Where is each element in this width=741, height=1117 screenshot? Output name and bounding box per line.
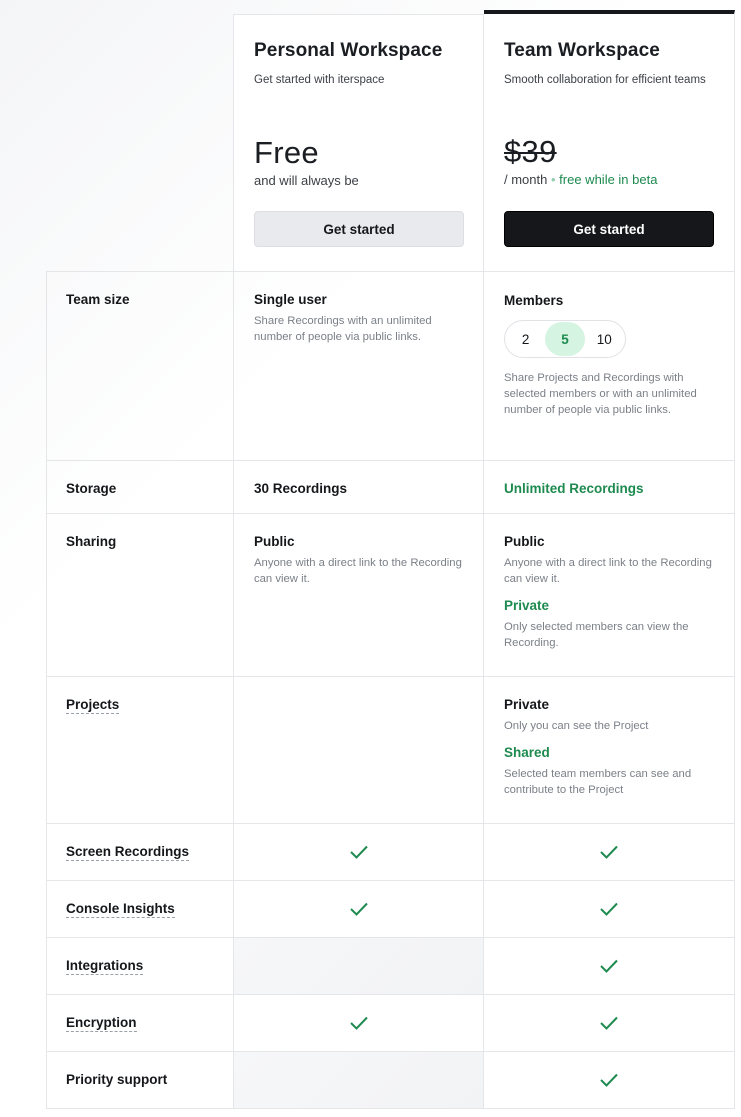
table-row-console-insights [46,881,735,938]
members-selector [504,320,626,358]
price-separator: • [550,172,556,187]
plan-card-team [484,10,735,272]
cell-title: Public [254,534,295,549]
cell-title: Private [504,598,550,613]
feature-label[interactable]: Console Insights [66,901,175,916]
empty-cell [234,938,484,994]
cell-description: Only selected members can view the Recording. [504,621,689,649]
cell-title: Public [504,534,545,549]
feature-label: Sharing [66,534,117,549]
table-row-encryption [46,995,735,1052]
feature-label: Priority support [66,1072,168,1087]
plan-card-personal [233,14,484,272]
beta-note: free while in beta [559,172,658,187]
feature-label: Team size [66,292,130,307]
members-option-10[interactable]: 10 [596,331,612,347]
check-icon [599,1072,619,1088]
get-started-personal-button[interactable]: Get started [254,211,464,247]
feature-comparison-table [46,271,735,1087]
cell-title: Members [504,293,564,308]
cell-description: Share Recordings with an unlimited number of people via public links. [254,315,432,343]
table-row-sharing [46,514,735,677]
cell-description: Share Projects and Recordings with selected members or with an unlimited number of people via public links. [504,372,697,416]
empty-cell [234,1052,484,1108]
members-option-5[interactable]: 5 [545,322,584,356]
cell-title: Unlimited Recordings [504,481,644,496]
plan-price: Free [254,135,319,170]
check-icon [349,1015,369,1031]
table-row-integrations [46,938,735,995]
cell-description: Selected team members can see and contribute to the Project [504,768,692,796]
price-period: / month [504,172,548,187]
feature-label[interactable]: Projects [66,697,120,712]
cell-title: Private [504,697,550,712]
table-row-priority-support [46,1052,735,1109]
empty-cell [234,677,484,823]
feature-label[interactable]: Integrations [66,958,144,973]
plan-subtitle: Get started with iterspace [254,74,385,86]
cell-description: Anyone with a direct link to the Recording can view it. [254,557,462,585]
table-row-storage [46,461,735,514]
get-started-team-button[interactable]: Get started [504,211,714,247]
members-option-2[interactable]: 2 [521,331,530,347]
table-row-team-size [46,272,735,461]
plan-price-note [504,172,657,187]
feature-label: Storage [66,481,117,496]
plan-subtitle: Smooth collaboration for efficient teams [504,74,706,86]
check-icon [349,901,369,917]
cell-title: 30 Recordings [254,481,348,496]
table-row-projects [46,677,735,824]
check-icon [599,844,619,860]
plan-title: Personal Workspace [254,40,443,61]
plan-price-note: and will always be [254,173,359,188]
cell-title: Single user [254,292,327,307]
check-icon [349,844,369,860]
table-row-screen-recordings [46,824,735,881]
check-icon [599,958,619,974]
feature-label[interactable]: Encryption [66,1015,137,1030]
plan-price-strikethrough: $39 [504,134,557,169]
check-icon [599,1015,619,1031]
plan-title: Team Workspace [504,40,660,61]
cell-description: Anyone with a direct link to the Recording can view it. [504,557,712,585]
check-icon [599,901,619,917]
cell-description: Only you can see the Project [504,720,649,732]
cell-title: Shared [504,745,550,760]
feature-label[interactable]: Screen Recordings [66,844,190,859]
